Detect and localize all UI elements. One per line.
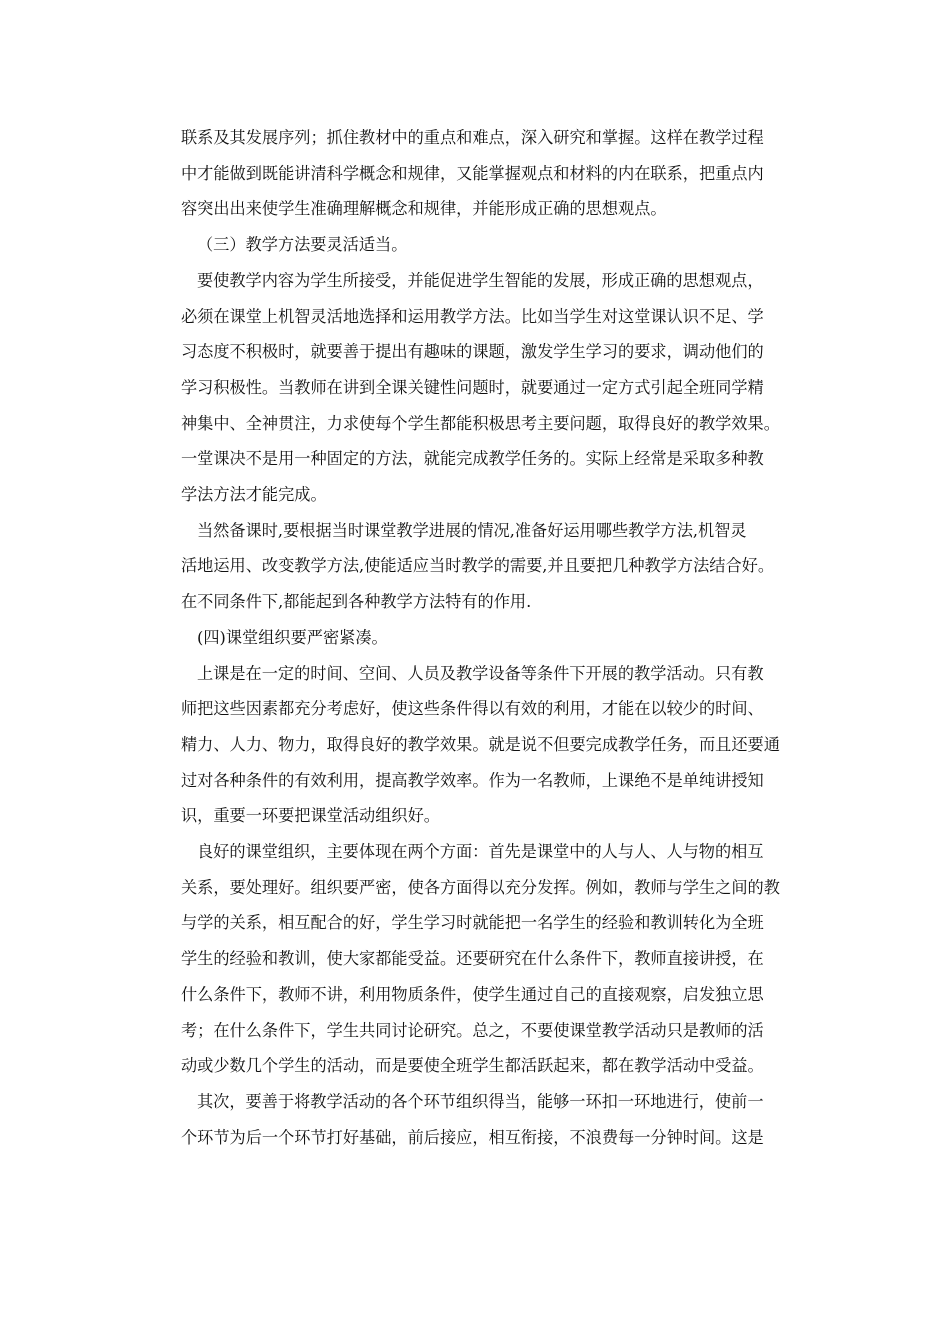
text-line: 师把这些因素都充分考虑好，使这些条件得以有效的利用，才能在以较少的时间、 xyxy=(181,699,764,719)
text-line: 识，重要一环要把课堂活动组织好。 xyxy=(181,806,440,826)
text-line: 中才能做到既能讲清科学概念和规律，又能掌握观点和材料的内在联系，把重点内 xyxy=(181,163,764,183)
text-line: 考；在什么条件下，学生共同讨论研究。总之，不要使课堂教学活动只是教师的活 xyxy=(181,1020,764,1040)
text-line: 当然备课时,要根据当时课堂教学进展的情况,准备好运用哪些教学方法,机智灵 xyxy=(197,520,747,540)
text-line: 必须在课堂上机智灵活地选择和运用教学方法。比如当学生对这堂课认识不足、学 xyxy=(181,306,764,326)
text-line: 个环节为后一个环节打好基础，前后接应，相互衔接，不浪费每一分钟时间。这是 xyxy=(181,1127,764,1147)
paragraph xyxy=(181,227,781,263)
text-line: （三）教学方法要灵活适当。 xyxy=(197,235,408,255)
text-line: 学习积极性。当教师在讲到全课关键性问题时，就要通过一定方式引起全班同学精 xyxy=(181,377,764,397)
text-line: 精力、人力、物力，取得良好的教学效果。就是说不但要完成教学任务，而且还要通 xyxy=(181,734,780,754)
text-line: 学法方法才能完成。 xyxy=(181,485,327,505)
text-line: 良好的课堂组织，主要体现在两个方面：首先是课堂中的人与人、人与物的相互 xyxy=(197,842,764,862)
text-line: 动或少数几个学生的活动，而是要使全班学生都活跃起来，都在教学活动中受益。 xyxy=(181,1056,764,1076)
text-line: 神集中、全神贯注，力求使每个学生都能积极思考主要问题，取得良好的教学效果。 xyxy=(181,413,780,433)
paragraph xyxy=(181,834,781,1084)
text-line: 一堂课决不是用一种固定的方法，就能完成教学任务的。实际上经常是采取多种教 xyxy=(181,449,764,469)
text-line: 联系及其发展序列；抓住教材中的重点和难点，深入研究和掌握。这样在教学过程 xyxy=(181,128,764,147)
document-body xyxy=(181,120,781,1155)
text-line: 要使教学内容为学生所接受，并能促进学生智能的发展，形成正确的思想观点， xyxy=(197,270,764,290)
paragraph xyxy=(181,620,781,656)
text-line: 在不同条件下,都能起到各种教学方法特有的作用. xyxy=(181,592,532,612)
paragraph xyxy=(181,263,781,513)
text-line: (四)课堂组织要严密紧凑。 xyxy=(197,627,388,647)
text-line: 关系，要处理好。组织要严密，使各方面得以充分发挥。例如，教师与学生之间的教 xyxy=(181,877,780,897)
paragraph xyxy=(181,656,781,835)
text-line: 与学的关系，相互配合的好，学生学习时就能把一名学生的经验和教训转化为全班 xyxy=(181,913,764,933)
text-line: 过对各种条件的有效利用，提高教学效率。作为一名教师，上课绝不是单纯讲授知 xyxy=(181,770,764,790)
text-line: 学生的经验和教训，使大家都能受益。还要研究在什么条件下，教师直接讲授，在 xyxy=(181,949,764,969)
paragraph xyxy=(181,120,781,227)
text-line: 什么条件下，教师不讲，利用物质条件，使学生通过自己的直接观察，启发独立思 xyxy=(181,984,764,1004)
text-line: 容突出出来使学生准确理解概念和规律，并能形成正确的思想观点。 xyxy=(181,199,667,219)
text-line: 上课是在一定的时间、空间、人员及教学设备等条件下开展的教学活动。只有教 xyxy=(197,663,764,683)
text-line: 其次，要善于将教学活动的各个环节组织得当，能够一环扣一环地进行，使前一 xyxy=(197,1091,764,1111)
paragraph xyxy=(181,513,781,620)
text-line: 活地运用、改变教学方法,使能适应当时教学的需要,并且要把几种教学方法结合好。 xyxy=(181,556,775,576)
text-line: 习态度不积极时，就要善于提出有趣味的课题，激发学生学习的要求，调动他们的 xyxy=(181,342,764,362)
paragraph xyxy=(181,1084,781,1155)
